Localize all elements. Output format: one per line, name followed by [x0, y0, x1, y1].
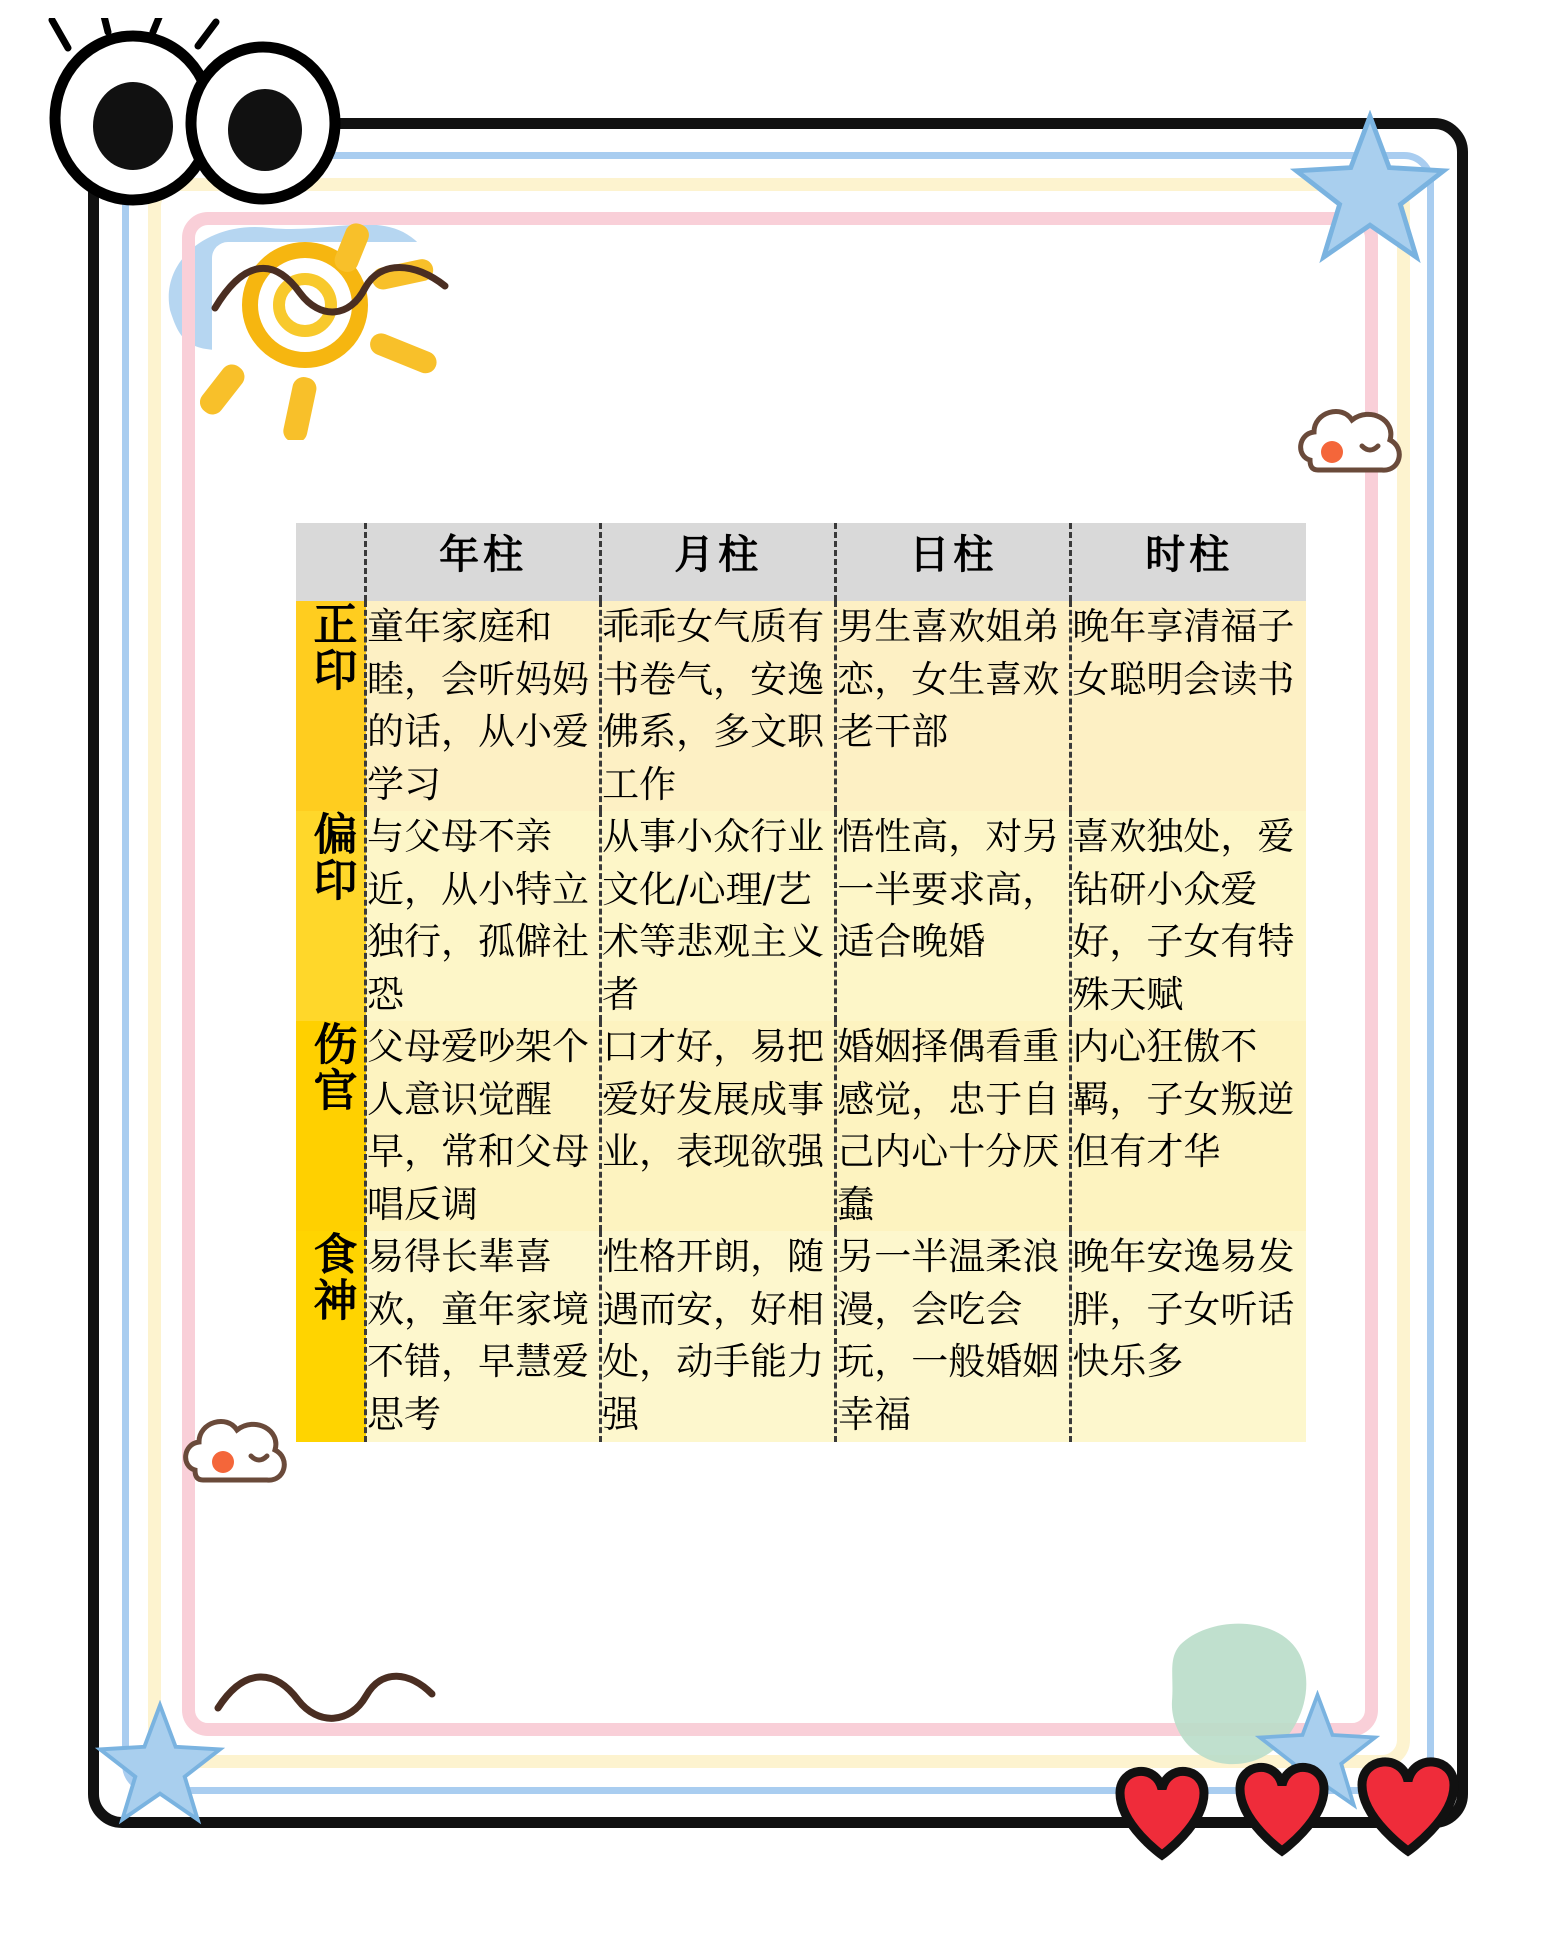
row-label-zhengyin: 正印	[296, 601, 366, 811]
cloud-face-icon	[175, 1400, 295, 1510]
content-table-wrapper	[296, 523, 1306, 1442]
table-corner-cell	[296, 523, 366, 601]
cell-pianyin-month: 从事小众行业文化/心理/艺术等悲观主义者	[601, 811, 836, 1021]
hearts-doodle	[1090, 1745, 1510, 1885]
googly-eyes-icon	[38, 18, 368, 228]
column-header-hour: 时柱	[1071, 523, 1306, 601]
cell-shishen-year: 易得长辈喜欢，童年家境不错，早慧爱思考	[366, 1231, 601, 1441]
cell-zhengyin-hour: 晚年享清福子女聪明会读书	[1071, 601, 1306, 811]
cell-zhengyin-year: 童年家庭和睦，会听妈妈的话，从小爱学习	[366, 601, 601, 811]
cell-shishen-month: 性格开朗，随遇而安，好相处，动手能力强	[601, 1231, 836, 1441]
squiggle-doodle	[205, 248, 465, 338]
table-header-row	[296, 523, 1306, 601]
row-label-shangguan: 伤官	[296, 1021, 366, 1231]
table-row	[296, 601, 1306, 811]
cell-pianyin-year: 与父母不亲近，从小特立独行，孤僻社恐	[366, 811, 601, 1021]
column-header-month: 月柱	[601, 523, 836, 601]
cloud-face-icon	[1290, 390, 1410, 500]
bazi-pillars-table	[296, 523, 1306, 1442]
table-row	[296, 811, 1306, 1021]
cell-shangguan-day: 婚姻择偶看重感觉，忠于自己内心十分厌蠢	[836, 1021, 1071, 1231]
table-row	[296, 1021, 1306, 1231]
cell-shishen-hour: 晚年安逸易发胖，子女听话快乐多	[1071, 1231, 1306, 1441]
column-header-year: 年柱	[366, 523, 601, 601]
cell-pianyin-hour: 喜欢独处，爱钻研小众爱好，子女有特殊天赋	[1071, 811, 1306, 1021]
cell-shangguan-month: 口才好，易把爱好发展成事业，表现欲强	[601, 1021, 836, 1231]
cell-zhengyin-day: 男生喜欢姐弟恋，女生喜欢老干部	[836, 601, 1071, 811]
cell-zhengyin-month: 乖乖女气质有书卷气，安逸佛系，多文职工作	[601, 601, 836, 811]
row-label-shishen: 食神	[296, 1231, 366, 1441]
star-icon	[95, 1700, 225, 1830]
table-row	[296, 1231, 1306, 1441]
squiggle-doodle-bottom	[210, 1660, 440, 1740]
cell-shishen-day: 另一半温柔浪漫，会吃会玩，一般婚姻幸福	[836, 1231, 1071, 1441]
cell-pianyin-day: 悟性高，对另一半要求高，适合晚婚	[836, 811, 1071, 1021]
star-icon	[1290, 110, 1450, 270]
column-header-day: 日柱	[836, 523, 1071, 601]
cell-shangguan-year: 父母爱吵架个人意识觉醒早，常和父母唱反调	[366, 1021, 601, 1231]
row-label-pianyin: 偏印	[296, 811, 366, 1021]
cell-shangguan-hour: 内心狂傲不羁，子女叛逆但有才华	[1071, 1021, 1306, 1231]
